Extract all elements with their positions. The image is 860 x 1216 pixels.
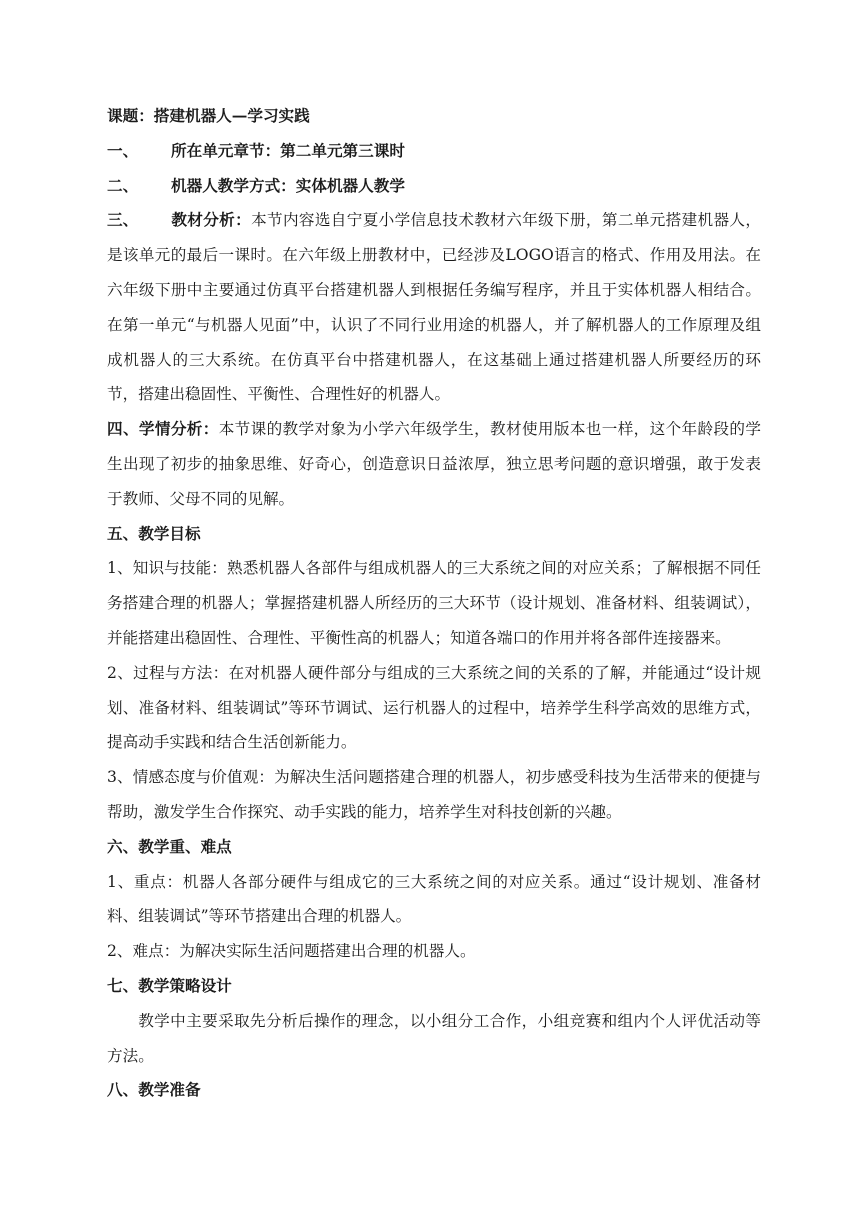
section-label: 所在单元章节： [171,140,281,160]
section-teaching-mode [107,169,761,204]
section-unit-chapter [107,134,761,169]
section-value: 实体机器人教学 [295,175,405,195]
section-label: 教材分析： [171,210,252,230]
section-heading-preparation: 八、教学准备 [107,1080,201,1100]
document-body [107,99,761,1108]
section-label: 机器人教学方式： [171,175,296,195]
section-number: 二、 [107,175,139,195]
goal-item: 1、知识与技能：熟悉机器人各部件与组成机器人的三大系统之间的对应关系；了解根据不同任务搭建合理的机器人；掌握搭建机器人所经历的三大环节（设计规划、准备材料、组装调试），并能搭建出稳固性、合理性、平衡性高的机器人；知道各端口的作用并将各部件连接器来。 [107,559,761,647]
lesson-title-label: 课题： [107,106,154,125]
section-number: 一、 [107,140,139,160]
section-heading-key-points: 六、教学重、难点 [107,836,232,856]
goal-item: 3、情感态度与价值观：为解决生活问题搭建合理的机器人，初步感受科技为生活带来的便捷与帮助，激发学生合作探究、动手实践的能力，培养学生对科技创新的兴趣。 [107,768,761,821]
goal-item: 2、过程与方法：在对机器人硬件部分与组成的三大系统之间的关系的了解，并能通过“设计规划、准备材料、组装调试”等环节调试、运行机器人的过程中，培养学生科学高效的思维方式，提高动手实践和结合生活创新能力。 [107,663,761,752]
section-number: 三、 [107,210,139,230]
strategy-paragraph: 教学中主要采取先分析后操作的理念，以小组分工合作，小组竞赛和组内个人评优活动等方法。 [107,1011,761,1065]
section-student-analysis [107,412,761,516]
key-point-item: 2、难点：为解决实际生活问题搭建出合理的机器人。 [107,942,476,961]
lesson-title [107,99,761,134]
section-value: 第二单元第三课时 [280,140,405,160]
lesson-title-text: 搭建机器人—学习实践 [153,106,310,125]
section-label: 四、学情分析： [107,419,219,439]
key-point-item: 1、重点：机器人各部分硬件与组成它的三大系统之间的对应关系。通过“设计规划、准备材料、组装调试”等环节搭建出合理的机器人。 [107,872,761,926]
section-textbook-analysis [107,203,761,412]
section-paragraph: 本节课的教学对象为小学六年级学生，教材使用版本也一样，这个年龄段的学生出现了初步的抽象思维、好奇心，创造意识日益浓厚，独立思考问题的意识增强，敢于发表于教师、父母不同的见解。 [107,420,761,508]
section-heading-strategy: 七、教学策略设计 [107,975,232,995]
section-paragraph: 本节内容选自宁夏小学信息技术教材六年级下册，第二单元搭建机器人，是该单元的最后一课时。在六年级上册教材中，已经涉及LOGO语言的格式、作用及用法。在六年级下册中主要通过仿真平台搭建机器人到根据任务编写程序，并且于实体机器人相结合。在第一单元“与机器人见面”中，认识了不同行业用途的机器人，并了解机器人的工作原理及组成机器人的三大系统。在仿真平台中搭建机器人，在这基础上通过搭建机器人所要经历的环节，搭建出稳固性、平衡性、合理性好的机器人。 [107,211,761,404]
section-heading-goals: 五、教学目标 [107,523,201,543]
